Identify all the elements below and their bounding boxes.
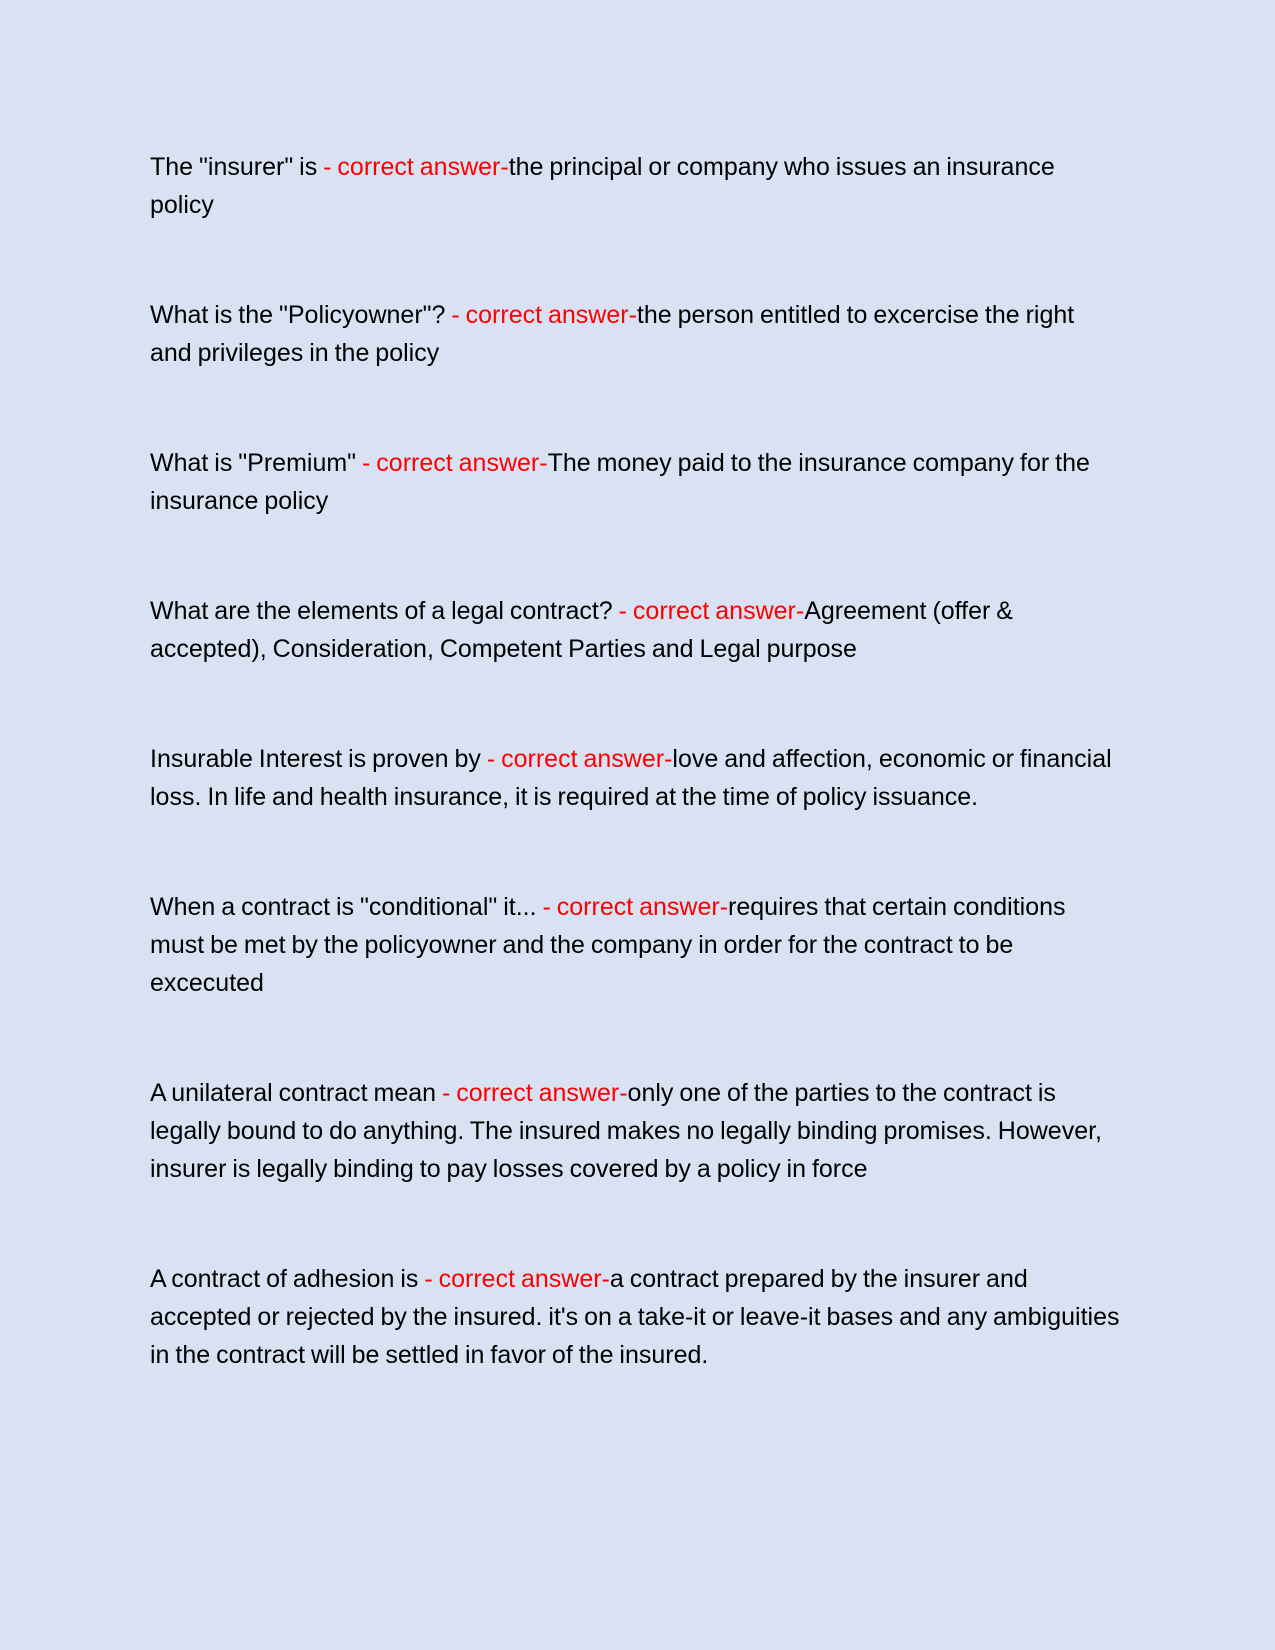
answer-marker: - correct answer- <box>486 745 673 773</box>
answer-text: only one of the parties to the contract is legally bound to do anything. The insured makes no legally binding promises. However, insurer is legally binding to pay losses covered by a policy in force <box>150 1079 1103 1183</box>
qa-item <box>150 592 1120 668</box>
qa-item <box>150 888 1120 1002</box>
question-text: When a contract is "conditional" it... <box>150 893 543 921</box>
qa-item <box>150 740 1120 816</box>
answer-text: the principal or company who issues an insurance policy <box>150 153 1055 219</box>
answer-marker: - correct answer- <box>323 153 509 181</box>
qa-item <box>150 444 1120 520</box>
answer-text: the person entitled to excercise the right and privileges in the policy <box>150 301 1075 367</box>
question-text: What is the "Policyowner"? <box>150 301 452 329</box>
question-text: What is "Premium" <box>150 449 363 477</box>
qa-item <box>150 296 1120 372</box>
question-text: Insurable Interest is proven by <box>150 745 487 773</box>
qa-item <box>150 148 1120 224</box>
answer-text: love and affection, economic or financial loss. In life and health insurance, it is required at the time of policy issuance. <box>150 745 1112 811</box>
qa-item <box>150 1260 1120 1374</box>
answer-marker: - correct answer- <box>542 893 729 921</box>
answer-marker: - correct answer- <box>618 597 805 625</box>
answer-marker: - correct answer- <box>362 449 548 477</box>
document-page <box>150 148 1120 1446</box>
answer-marker: - correct answer- <box>424 1265 610 1293</box>
answer-marker: - correct answer- <box>451 301 637 329</box>
question-text: A contract of adhesion is <box>150 1265 425 1293</box>
answer-text: Agreement (offer & accepted), Consideration, Competent Parties and Legal purpose <box>150 597 1013 663</box>
question-text: The "insurer" is <box>150 153 324 181</box>
qa-item <box>150 1074 1120 1188</box>
answer-marker: - correct answer- <box>442 1079 628 1107</box>
answer-text: requires that certain conditions must be met by the policyowner and the company in order for the contract to be excecuted <box>150 893 1066 997</box>
question-text: What are the elements of a legal contract? <box>150 597 619 625</box>
question-text: A unilateral contract mean <box>150 1079 442 1107</box>
answer-text: a contract prepared by the insurer and accepted or rejected by the insured. it's on a take-it or leave-it bases and any ambiguities in the contract will be settled in favor of the insured. <box>150 1265 1120 1369</box>
answer-text: The money paid to the insurance company for the insurance policy <box>150 449 1090 515</box>
